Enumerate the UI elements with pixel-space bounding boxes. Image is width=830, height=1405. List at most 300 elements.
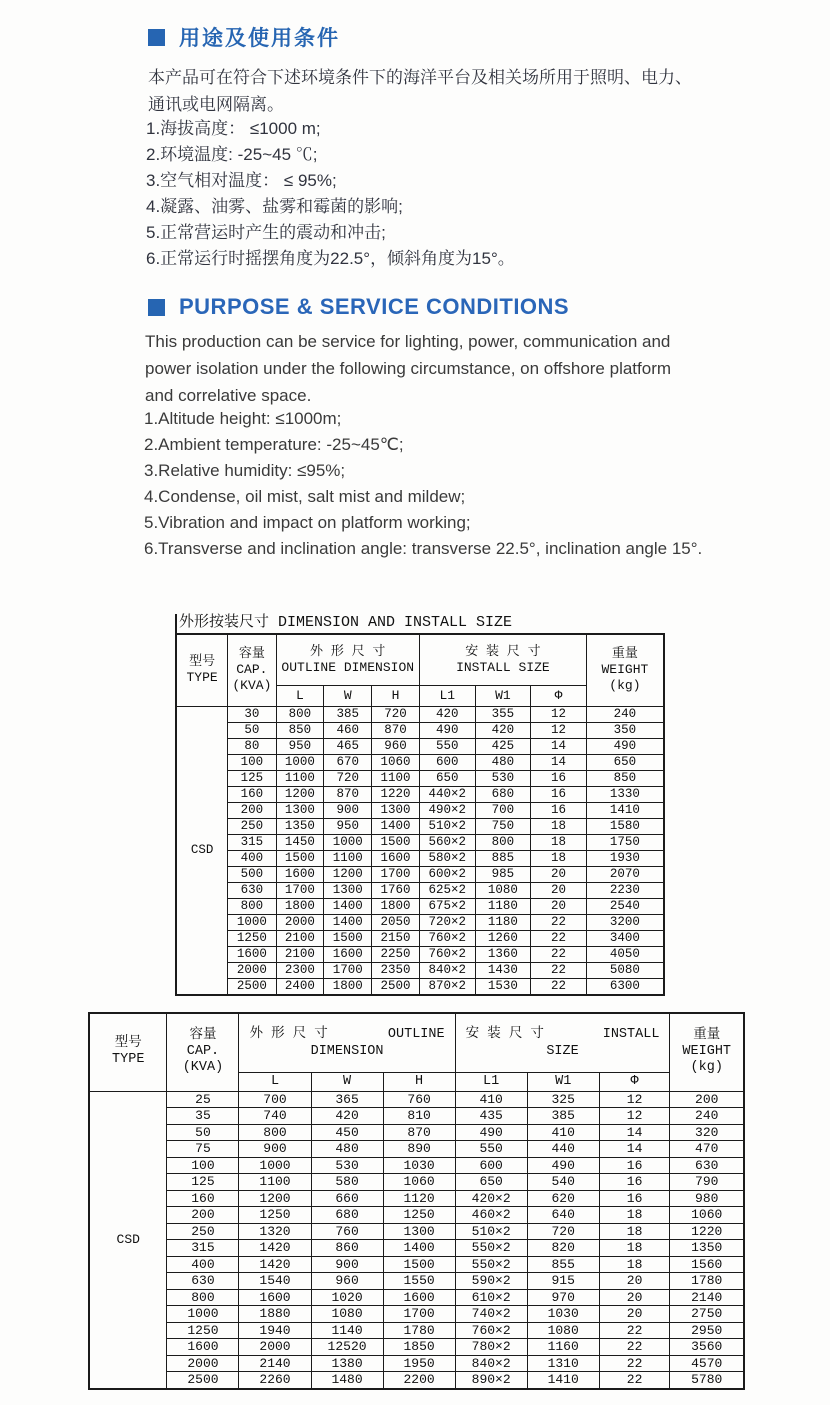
cell: 420 [311, 1108, 383, 1125]
table-row [176, 706, 664, 722]
list-item: 5.Vibration and impact on platform working; [144, 513, 471, 532]
table-row [176, 978, 664, 995]
cell: 12 [599, 1091, 670, 1108]
cell: 650 [419, 770, 475, 786]
cell: 1950 [383, 1355, 455, 1372]
cell: 1500 [324, 930, 372, 946]
cell: 14 [599, 1141, 670, 1158]
table-row [176, 850, 664, 866]
cell: 1550 [383, 1273, 455, 1290]
header-text: CAP. [236, 662, 268, 678]
cell: 530 [311, 1157, 383, 1174]
cell: 855 [527, 1256, 599, 1273]
cell: 355 [475, 706, 531, 722]
cell: 2250 [372, 946, 420, 962]
blue-square-icon [148, 29, 165, 46]
cell: 540 [527, 1174, 599, 1191]
col-header-W1: W1 [527, 1072, 599, 1091]
cn-intro-line: 通讯或电网隔离。 [148, 95, 284, 114]
header-text: (kg) [609, 678, 641, 694]
cell: 530 [475, 770, 531, 786]
cell: 700 [239, 1091, 311, 1108]
cell: 1320 [239, 1223, 311, 1240]
cell: 490 [419, 722, 475, 738]
cell: 960 [372, 738, 420, 754]
col-header-capacity [228, 634, 276, 706]
table-1-body [176, 706, 664, 995]
cell: 450 [311, 1124, 383, 1141]
cell: 22 [531, 914, 587, 930]
cell: 50 [167, 1124, 239, 1141]
cell: 3400 [586, 930, 664, 946]
cell: 550×2 [455, 1240, 527, 1257]
table-row [89, 1339, 744, 1356]
cell: 22 [531, 946, 587, 962]
cell: 1410 [586, 802, 664, 818]
header-text: 容量 [238, 646, 265, 662]
col-header-install [419, 634, 586, 685]
cell: 1250 [167, 1322, 239, 1339]
cell: 840×2 [419, 962, 475, 978]
cell: 885 [475, 850, 531, 866]
cell: 1060 [670, 1207, 744, 1224]
cell: 1000 [324, 834, 372, 850]
header-text: 外 形 尺 寸 [249, 1026, 328, 1042]
cn-section-title: 用途及使用条件 [179, 27, 340, 50]
cell: 18 [531, 818, 587, 834]
cell: 760 [383, 1091, 455, 1108]
cell: 900 [311, 1256, 383, 1273]
cell: 18 [599, 1207, 670, 1224]
cell: 2500 [372, 978, 420, 995]
cell: 14 [599, 1124, 670, 1141]
cell: 12520 [311, 1339, 383, 1356]
col-header-L: L [276, 685, 324, 706]
cell: 490 [455, 1124, 527, 1141]
cell: 1060 [383, 1174, 455, 1191]
cell: 1940 [239, 1322, 311, 1339]
cell: 1500 [276, 850, 324, 866]
cell: 1850 [383, 1339, 455, 1356]
en-section-title: PURPOSE & SERVICE CONDITIONS [179, 294, 570, 319]
col-header-L: L [239, 1072, 311, 1091]
col-header-capacity [167, 1013, 239, 1091]
cell: 870×2 [419, 978, 475, 995]
list-item: 4.凝露、油雾、盐雾和霉菌的影响; [146, 197, 403, 216]
cell: 2140 [670, 1289, 744, 1306]
table-row [89, 1306, 744, 1323]
dimension-table-1 [175, 633, 665, 996]
cell: 1420 [239, 1240, 311, 1257]
cell: 1800 [276, 898, 324, 914]
cell: 1220 [670, 1223, 744, 1240]
cell: 1200 [324, 866, 372, 882]
cell: 200 [228, 802, 276, 818]
cell: 1250 [383, 1207, 455, 1224]
cell: 2300 [276, 962, 324, 978]
table-row [176, 962, 664, 978]
header-text: 型号 [114, 1036, 142, 1052]
cell: 630 [670, 1157, 744, 1174]
cell: 560×2 [419, 834, 475, 850]
cell: 720 [372, 706, 420, 722]
cell: 900 [324, 802, 372, 818]
cell: 1780 [383, 1322, 455, 1339]
cell: 1400 [372, 818, 420, 834]
table-row [89, 1207, 744, 1224]
cell: 1100 [372, 770, 420, 786]
header-text: OUTLINE DIMENSION [281, 659, 415, 675]
cell: 1250 [239, 1207, 311, 1224]
cell: 2000 [276, 914, 324, 930]
cell: 780×2 [455, 1339, 527, 1356]
cell: 790 [670, 1174, 744, 1191]
dimension-table-1-wrap [175, 614, 665, 996]
cell: 2950 [670, 1322, 744, 1339]
cell: 1600 [324, 946, 372, 962]
cell: 1000 [239, 1157, 311, 1174]
cell: 1700 [383, 1306, 455, 1323]
cell: 760×2 [419, 930, 475, 946]
table-row [89, 1108, 744, 1125]
cell: 240 [586, 706, 664, 722]
col-header-type [89, 1013, 167, 1091]
col-header-H: H [383, 1072, 455, 1091]
cell: 365 [311, 1091, 383, 1108]
list-item: 2.环境温度: -25~45 ℃; [146, 145, 318, 164]
cell: 2230 [586, 882, 664, 898]
cell: 1880 [239, 1306, 311, 1323]
cell: 740×2 [455, 1306, 527, 1323]
header-text: (KVA) [182, 1060, 224, 1076]
cell: 490 [586, 738, 664, 754]
cell: 14 [531, 754, 587, 770]
cell: 1480 [311, 1372, 383, 1389]
cell: 16 [599, 1190, 670, 1207]
cell: 1180 [475, 914, 531, 930]
cell: 22 [599, 1372, 670, 1389]
cell: 550×2 [455, 1256, 527, 1273]
cell: 1100 [324, 850, 372, 866]
table-row [89, 1355, 744, 1372]
cell: 1360 [475, 946, 531, 962]
table-row [89, 1174, 744, 1191]
table-row [89, 1322, 744, 1339]
cell: 1220 [372, 786, 420, 802]
cell: 22 [531, 930, 587, 946]
table-row [176, 946, 664, 962]
table-row [89, 1240, 744, 1257]
cell: 1430 [475, 962, 531, 978]
cell: 1200 [276, 786, 324, 802]
cell: 1300 [372, 802, 420, 818]
cell: 800 [167, 1289, 239, 1306]
blue-square-icon [148, 299, 165, 316]
col-header-W: W [311, 1072, 383, 1091]
header-text: TYPE [112, 1052, 145, 1068]
cell: 640 [527, 1207, 599, 1224]
cell: 6300 [586, 978, 664, 995]
en-intro [145, 328, 671, 409]
cell: 3200 [586, 914, 664, 930]
cell: 1250 [228, 930, 276, 946]
cell: 550 [455, 1141, 527, 1158]
table-row [176, 898, 664, 914]
col-header-L1: L1 [419, 685, 475, 706]
cell: 1420 [239, 1256, 311, 1273]
cell: 18 [599, 1256, 670, 1273]
cell: 35 [167, 1108, 239, 1125]
cell: 600 [455, 1157, 527, 1174]
header-text: (kg) [690, 1060, 723, 1076]
cell: 600×2 [419, 866, 475, 882]
cell: 675×2 [419, 898, 475, 914]
cell: 800 [276, 706, 324, 722]
cell: 22 [531, 978, 587, 995]
cell: 2100 [276, 930, 324, 946]
cell: 970 [527, 1289, 599, 1306]
cell: 670 [324, 754, 372, 770]
cell: 100 [167, 1157, 239, 1174]
cell: 16 [531, 770, 587, 786]
cell: 460×2 [455, 1207, 527, 1224]
header-text: SIZE [546, 1043, 579, 1059]
col-header-H: H [372, 685, 420, 706]
dimension-table-2 [88, 1012, 745, 1390]
cell: 1300 [276, 802, 324, 818]
cell: 2750 [670, 1306, 744, 1323]
cell: 630 [228, 882, 276, 898]
cell: 4050 [586, 946, 664, 962]
col-header-type [176, 634, 228, 706]
cell: 75 [167, 1141, 239, 1158]
cell: 2150 [372, 930, 420, 946]
cell: 3560 [670, 1339, 744, 1356]
table-1-title: 外形按装尺寸 DIMENSION AND INSTALL SIZE [175, 614, 665, 633]
cell: 1800 [372, 898, 420, 914]
cell: 160 [167, 1190, 239, 1207]
cell: 1600 [228, 946, 276, 962]
en-conditions-list [144, 406, 702, 562]
cell: 22 [599, 1322, 670, 1339]
cell: 20 [599, 1273, 670, 1290]
cell: 620 [527, 1190, 599, 1207]
type-cell: CSD [89, 1091, 167, 1389]
cn-intro-line: 本产品可在符合下述环境条件下的海洋平台及相关场所用于照明、电力、 [148, 68, 692, 87]
cell: 1080 [475, 882, 531, 898]
cell: 4570 [670, 1355, 744, 1372]
type-cell: CSD [176, 706, 228, 995]
cell: 20 [531, 866, 587, 882]
table-row [176, 770, 664, 786]
list-item: 4.Condense, oil mist, salt mist and mildew; [144, 487, 466, 506]
list-item: 3.空气相对温度： ≤ 95%; [146, 171, 337, 190]
cell: 435 [455, 1108, 527, 1125]
cell: 2000 [228, 962, 276, 978]
cell: 1080 [311, 1306, 383, 1323]
table-row [89, 1141, 744, 1158]
cell: 400 [167, 1256, 239, 1273]
header-text: 重量 [693, 1028, 721, 1044]
cell: 625×2 [419, 882, 475, 898]
col-header-install [455, 1013, 670, 1072]
header-text: 安 装 尺 寸 [465, 643, 541, 659]
header-text: 容量 [189, 1028, 217, 1044]
cell: 1540 [239, 1273, 311, 1290]
cell: 22 [599, 1339, 670, 1356]
cell: 760 [311, 1223, 383, 1240]
cell: 20 [531, 882, 587, 898]
cell: 1310 [527, 1355, 599, 1372]
list-item: 2.Ambient temperature: -25~45℃; [144, 435, 404, 454]
cell: 630 [167, 1273, 239, 1290]
cell: 680 [475, 786, 531, 802]
cell: 2350 [372, 962, 420, 978]
cell: 420 [419, 706, 475, 722]
cell: 890×2 [455, 1372, 527, 1389]
cell: 425 [475, 738, 531, 754]
cell: 2200 [383, 1372, 455, 1389]
header-text: 型号 [189, 654, 216, 670]
list-item: 3.Relative humidity: ≤95%; [144, 461, 346, 480]
cell: 2500 [167, 1372, 239, 1389]
cell: 125 [228, 770, 276, 786]
cell: 16 [599, 1157, 670, 1174]
col-header-outline [239, 1013, 455, 1072]
table-row [89, 1256, 744, 1273]
cell: 12 [531, 706, 587, 722]
cell: 1000 [228, 914, 276, 930]
cell: 2400 [276, 978, 324, 995]
cell: 385 [527, 1108, 599, 1125]
cell: 5080 [586, 962, 664, 978]
header-text: DIMENSION [310, 1043, 384, 1059]
header-text: WEIGHT [601, 662, 649, 678]
cell: 12 [599, 1108, 670, 1125]
cell: 1450 [276, 834, 324, 850]
cell: 18 [531, 850, 587, 866]
header-text: TYPE [186, 670, 218, 686]
table-row [176, 738, 664, 754]
cell: 18 [531, 834, 587, 850]
cell: 315 [167, 1240, 239, 1257]
cell: 510×2 [419, 818, 475, 834]
cell: 30 [228, 706, 276, 722]
cell: 200 [670, 1091, 744, 1108]
cell: 350 [586, 722, 664, 738]
cell: 1600 [383, 1289, 455, 1306]
cell: 1180 [475, 898, 531, 914]
cell: 1080 [527, 1322, 599, 1339]
cell: 22 [599, 1355, 670, 1372]
cell: 900 [239, 1141, 311, 1158]
cell: 1160 [527, 1339, 599, 1356]
cell: 1100 [276, 770, 324, 786]
cell: 12 [531, 722, 587, 738]
cell: 240 [670, 1108, 744, 1125]
list-item: 6.Transverse and inclination angle: transverse 22.5°, inclination angle 15°. [144, 539, 703, 558]
header-text: 安 装 尺 寸 [465, 1026, 544, 1042]
cell: 1580 [586, 818, 664, 834]
cell: 16 [531, 802, 587, 818]
cell: 200 [167, 1207, 239, 1224]
en-intro-line: This production can be service for lighting, power, communication and [145, 332, 671, 351]
cell: 820 [527, 1240, 599, 1257]
table-row [176, 866, 664, 882]
cell: 16 [599, 1174, 670, 1191]
header-text: OUTLINE [387, 1026, 445, 1042]
cell: 80 [228, 738, 276, 754]
header-text: 外 形 尺 寸 [310, 643, 386, 659]
cell: 550 [419, 738, 475, 754]
cell: 1140 [311, 1322, 383, 1339]
cell: 1700 [324, 962, 372, 978]
cell: 950 [276, 738, 324, 754]
cell: 2070 [586, 866, 664, 882]
cell: 2140 [239, 1355, 311, 1372]
cell: 16 [531, 786, 587, 802]
cell: 315 [228, 834, 276, 850]
cell: 1700 [276, 882, 324, 898]
cell: 870 [324, 786, 372, 802]
cn-conditions-list [146, 116, 515, 272]
table-row [176, 754, 664, 770]
table-row [89, 1289, 744, 1306]
cell: 480 [475, 754, 531, 770]
cell: 1600 [239, 1289, 311, 1306]
cell: 400 [228, 850, 276, 866]
cell: 1500 [372, 834, 420, 850]
cell: 750 [475, 818, 531, 834]
cell: 410 [527, 1124, 599, 1141]
cell: 610×2 [455, 1289, 527, 1306]
cell: 14 [531, 738, 587, 754]
col-header-phi: Φ [531, 685, 587, 706]
cell: 1100 [239, 1174, 311, 1191]
cell: 915 [527, 1273, 599, 1290]
cell: 500 [228, 866, 276, 882]
cell: 2100 [276, 946, 324, 962]
dimension-table-2-wrap [88, 1012, 745, 1390]
table-2-body [89, 1091, 744, 1389]
cn-section-header [148, 22, 340, 52]
cell: 720×2 [419, 914, 475, 930]
cell: 2000 [167, 1355, 239, 1372]
cell: 1260 [475, 930, 531, 946]
cell: 420 [475, 722, 531, 738]
cell: 1120 [383, 1190, 455, 1207]
cell: 850 [586, 770, 664, 786]
table-row [176, 786, 664, 802]
cell: 890 [383, 1141, 455, 1158]
cell: 860 [311, 1240, 383, 1257]
header-text: (KVA) [232, 678, 272, 694]
header-text: 重量 [611, 646, 638, 662]
cell: 22 [531, 962, 587, 978]
table-row [176, 914, 664, 930]
cell: 580 [311, 1174, 383, 1191]
cell: 490×2 [419, 802, 475, 818]
cell: 840×2 [455, 1355, 527, 1372]
cell: 1600 [167, 1339, 239, 1356]
cell: 20 [531, 898, 587, 914]
col-header-weight [586, 634, 664, 706]
cell: 650 [455, 1174, 527, 1191]
cell: 100 [228, 754, 276, 770]
cell: 1300 [324, 882, 372, 898]
table-row [176, 802, 664, 818]
cell: 700 [475, 802, 531, 818]
